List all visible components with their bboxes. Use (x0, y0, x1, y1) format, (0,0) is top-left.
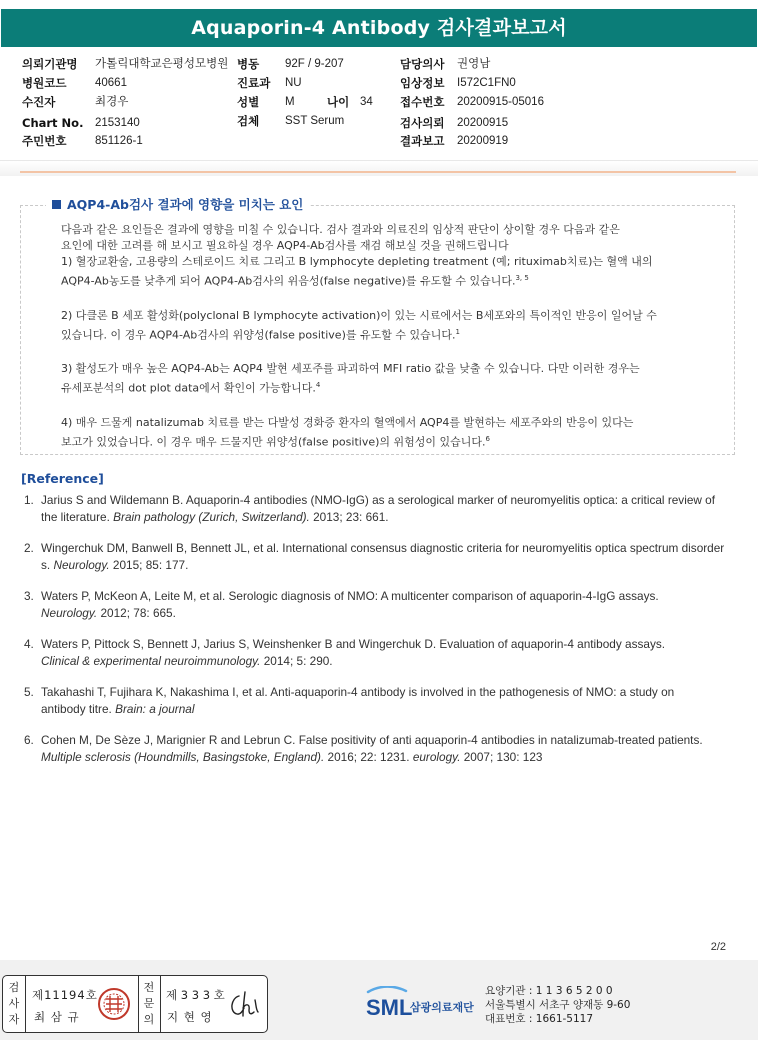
reference-line-2: antibody titre. Brain: a journal (41, 702, 195, 716)
report-title: Aquaporin-4 Antibody 검사결과보고서 (1, 9, 757, 47)
requesting-org-label: 의뢰기관명 (22, 57, 78, 71)
request-date-label: 검사의뢰 (400, 116, 445, 130)
org-phone: 대표번호 : 1661-5117 (485, 1013, 594, 1025)
factors-text (61, 222, 721, 451)
factor-4-line-2 (61, 431, 721, 451)
clinical-info-value: I572C1FN0 (457, 77, 516, 89)
reference-number: 5. (24, 685, 34, 699)
factors-intro-line-1: 다음과 같은 요인들은 결과에 영향을 미칠 수 있습니다. 검사 결과와 의료진의 임상적 판단이 상이할 경우 다음과 같은 (61, 223, 620, 236)
factor-1-line-1: 1) 혈장교환술, 고용량의 스테로이드 치료 그리고 B lymphocyte depleting treatment (예; rituximab치료)는 혈액 내의 (61, 255, 653, 268)
factor-4-citation: 6 (485, 434, 490, 443)
factors-intro-line-2: 요인에 대한 고려를 해 보시고 필요하실 경우 AQP4-Ab검사를 재검 해보실 것을 권해드립니다 (61, 239, 509, 252)
org-contact (485, 984, 630, 1026)
factor-2-text: 있습니다. 이 경우 AQP4-Ab검사의 위양성(false positive)를 유도할 수 있습니다. (61, 328, 456, 342)
journal-name-2: eurology. (412, 750, 461, 764)
factor-2-line-2 (61, 324, 721, 344)
patient-info-section (0, 55, 758, 155)
factors-heading (46, 195, 309, 213)
hospital-code-value: 40661 (95, 77, 127, 89)
reference-line-2: the literature. Brain pathology (Zurich, Switzerland). 2013; 23: 661. (41, 510, 389, 524)
receipt-no-label: 접수번호 (400, 95, 445, 109)
factor-1-text: AQP4-Ab농도를 낮추게 되어 AQP4-Ab검사의 위음성(false negative)를 유도할 수 있습니다. (61, 274, 516, 288)
factor-4-line-1: 4) 매우 드물게 natalizumab 치료를 받는 다발성 경화증 환자의 혈액에서 AQP4를 발현하는 세포주와의 반응이 있다는 (61, 415, 634, 429)
specimen-label: 검체 (237, 114, 260, 128)
factor-4-text: 보고가 있었습니다. 이 경우 매우 드물지만 위양성(false positive)의 위험성이 있습니다. (61, 435, 486, 449)
reference-line-2: s. Neurology. 2015; 85: 177. (41, 558, 189, 572)
request-date-value: 20200915 (457, 117, 509, 129)
requesting-org-value: 가톨릭대학교은평성모병원 (95, 58, 229, 70)
resident-no-value: 851126-1 (95, 135, 143, 147)
reference-number: 1. (24, 493, 34, 507)
reference-number: 3. (24, 589, 34, 603)
reference-item (24, 588, 756, 622)
factor-2-citation: 1 (455, 327, 460, 336)
sml-logo-icon (366, 986, 476, 1020)
factor-3-line-2 (61, 377, 721, 397)
reference-item (24, 540, 756, 574)
tester-name: 최 삼 규 (34, 1010, 80, 1024)
physician-label: 담당의사 (400, 57, 445, 71)
department-value: NU (285, 77, 302, 89)
reference-item (24, 684, 756, 718)
physician-value: 권영남 (457, 58, 491, 70)
journal-name: Multiple sclerosis (Houndmills, Basingstoke, England). (41, 750, 325, 764)
reference-number: 2. (24, 541, 34, 555)
specialist-license-no: 제 3 3 3 호 (166, 988, 225, 1002)
reference-line-2: Neurology. 2012; 78: 665. (41, 606, 176, 620)
signature-box (2, 975, 268, 1033)
factor-3-line-1: 3) 활성도가 매우 높은 AQP4-Ab는 AQP4 발현 세포주를 파괴하여 MFI ratio 값을 낮출 수 있습니다. 다만 이러한 경우는 (61, 362, 640, 376)
sex-label: 성별 (237, 95, 260, 109)
org-address: 서울특별시 서초구 양재동 9-60 (485, 999, 631, 1011)
department-label: 진료과 (237, 76, 271, 90)
journal-name: Brain pathology (Zurich, Switzerland). (113, 510, 310, 524)
age-value: 34 (360, 96, 373, 108)
reference-number: 6. (24, 733, 34, 747)
clinical-info-label: 임상정보 (400, 76, 445, 90)
tester-label: 검 사 자 (8, 981, 20, 1026)
square-bullet-icon (52, 200, 61, 209)
page-number: 2/2 (710, 941, 726, 953)
section-divider-band (0, 160, 758, 176)
resident-no-label: 주민번호 (22, 134, 67, 148)
sml-logo (366, 986, 476, 1024)
reference-line-2: Clinical & experimental neuroimmunology. 2014; 5: 290. (41, 654, 333, 668)
svg-text:SML: SML (366, 995, 413, 1020)
accent-divider (20, 171, 736, 173)
reference-number: 4. (24, 637, 34, 651)
examinee-label: 수진자 (22, 95, 56, 109)
ward-label: 병동 (237, 57, 260, 71)
tester-seal-icon (96, 985, 132, 1023)
report-date-label: 결과보고 (400, 134, 445, 148)
factor-3-citation: 4 (315, 381, 321, 390)
chart-no-value: 2153140 (95, 117, 140, 129)
age-label: 나이 (327, 95, 350, 109)
journal-name: Clinical & experimental neuroimmunology. (41, 654, 261, 668)
institution-code: 요양기관 : 1 1 3 6 5 2 0 0 (485, 985, 613, 997)
reference-item (24, 732, 756, 766)
reference-line-2: Multiple sclerosis (Houndmills, Basingstoke, England). 2016; 22: 1231. eurology. 2007; 130: 123 (41, 750, 543, 764)
factor-1-line-2 (61, 270, 721, 290)
reference-item (24, 636, 756, 670)
reference-item (24, 492, 756, 526)
factor-3-text: 유세포분석의 dot plot data에서 확인이 가능합니다. (61, 381, 316, 395)
examinee-value: 최경우 (95, 96, 129, 108)
ward-value: 92F / 9-207 (285, 58, 344, 70)
journal-name: Brain: a journal (115, 702, 195, 716)
reference-line-1: Waters P, McKeon A, Leite M, et al. Serologic diagnosis of NMO: A multicenter comparison of aquaporin-4-IgG assays. (41, 589, 659, 603)
reference-line-1: Jarius S and Wildemann B. Aquaporin-4 antibodies (NMO-IgG) as a serological marker of neuromyelitis optica: a critical review of (41, 493, 716, 507)
reference-line-1: Cohen M, De Sèze J, Marignier R and Lebrun C. False positivity of anti aquaporin-4 antibodies in natalizumab-treated patients. (41, 733, 703, 747)
tester-license-no: 제11194호 (32, 988, 98, 1002)
report-date-value: 20200919 (457, 135, 509, 147)
signature-icon (225, 988, 263, 1022)
journal-name: Neurology. (41, 606, 98, 620)
reference-heading: [Reference] (21, 471, 104, 486)
journal-name: Neurology. (53, 558, 110, 572)
specialist-name: 지 현 영 (167, 1010, 213, 1024)
reference-list (24, 492, 756, 780)
factor-2-line-1: 2) 다클론 B 세포 활성화(polyclonal B lymphocyte activation)이 있는 시료에서는 B세포와의 특이적인 반응이 일어날 수 (61, 308, 657, 322)
svg-text:삼광의료재단: 삼광의료재단 (410, 1001, 474, 1014)
factors-heading-text: AQP4-Ab검사 결과에 영향을 미치는 요인 (67, 197, 304, 212)
sex-value: M (285, 96, 295, 108)
reference-line-1: Takahashi T, Fujihara K, Nakashima I, et al. Anti-aquaporin-4 antibody is involved in the pathogenesis of NMO: a study on (41, 685, 675, 699)
specimen-value: SST Serum (285, 115, 345, 127)
chart-no-label: Chart No. (22, 116, 84, 130)
reference-line-1: Waters P, Pittock S, Bennett J, Jarius S, Weinshenker B and Wingerchuk D. Evaluation of aquaporin-4 antibody assays. (41, 637, 666, 651)
specialist-label: 전 문 의 (143, 981, 155, 1026)
factor-1-citation: 3, 5 (515, 274, 529, 282)
reference-line-1: Wingerchuk DM, Banwell B, Bennett JL, et al. International consensus diagnostic criteria for neuromyelitis optica spectrum disorder (41, 541, 725, 555)
hospital-code-label: 병원코드 (22, 76, 67, 90)
receipt-no-value: 20200915-05016 (457, 96, 544, 108)
